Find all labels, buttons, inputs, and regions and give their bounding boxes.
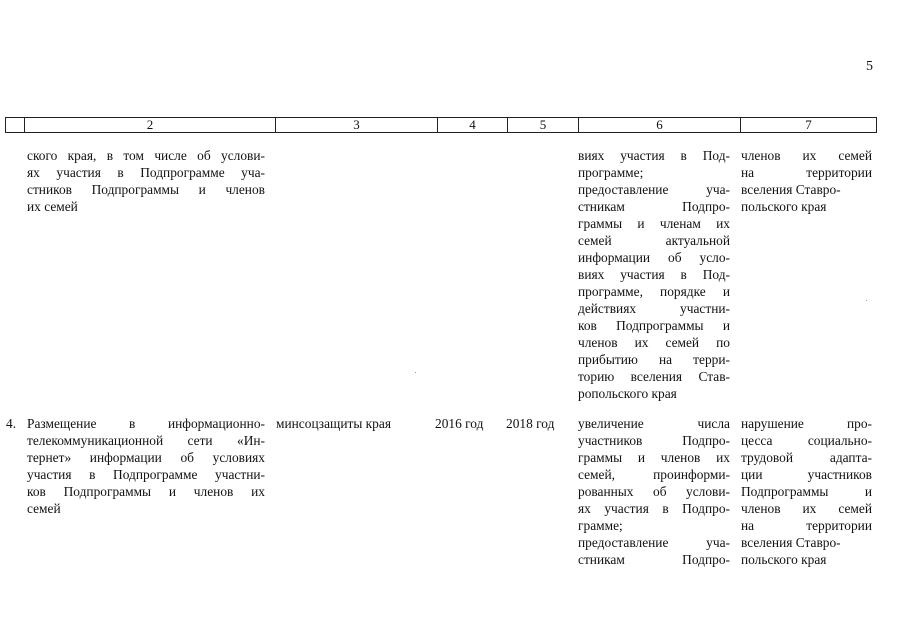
header-cell-4: 4 xyxy=(437,118,507,132)
table-header-row xyxy=(5,117,877,133)
header-cell-1 xyxy=(6,118,24,132)
scan-speck xyxy=(415,372,416,373)
scan-speck xyxy=(866,300,867,301)
row-4-col6: увеличение числа участников Подпро- граммы и членов их семей, проинформи- рованных об услови- ях участия в Подпро- грамме; предоставление уча- стникам Подпро- xyxy=(578,416,730,567)
continuation-col2: ского края, в том числе об услови- ях участия в Подпрограмме уча- стников Подпрограммы и членов их семей xyxy=(27,148,265,214)
row-4-col3: минсоцзащиты края xyxy=(276,416,391,431)
row-4-col4: 2016 год xyxy=(435,416,484,431)
header-cell-5: 5 xyxy=(507,118,578,132)
page-number: 5 xyxy=(866,59,873,74)
continuation-col7: членов их семей на территории вселения Ставро- польского края xyxy=(741,148,872,214)
row-4-col5: 2018 год xyxy=(506,416,555,431)
header-cell-2: 2 xyxy=(24,118,275,132)
row-4-col2: Размещение в информационно- телекоммуникационной сети «Ин- тернет» информации об условиях участия в Подпрограмме участни- ков Подпрограммы и членов их семей xyxy=(27,416,265,516)
header-cell-7: 7 xyxy=(740,118,876,132)
continuation-col6: виях участия в Под- программе; предоставление уча- стникам Подпро- граммы и членам их семей актуальной информации об усло- виях участия в Под- программе, порядке и действиях участни- ков Подпрограммы и членов их семей по прибытию на терри- торию вселения Став- ропольского края xyxy=(578,148,730,401)
row-4-col7: нарушение про- цесса социально- трудовой адапта- ции участников Подпрограммы и членов их семей на территории вселения Ставро- польского края xyxy=(741,416,872,567)
row-4-number: 4. xyxy=(6,416,17,431)
header-cell-3: 3 xyxy=(275,118,437,132)
header-cell-6: 6 xyxy=(578,118,740,132)
